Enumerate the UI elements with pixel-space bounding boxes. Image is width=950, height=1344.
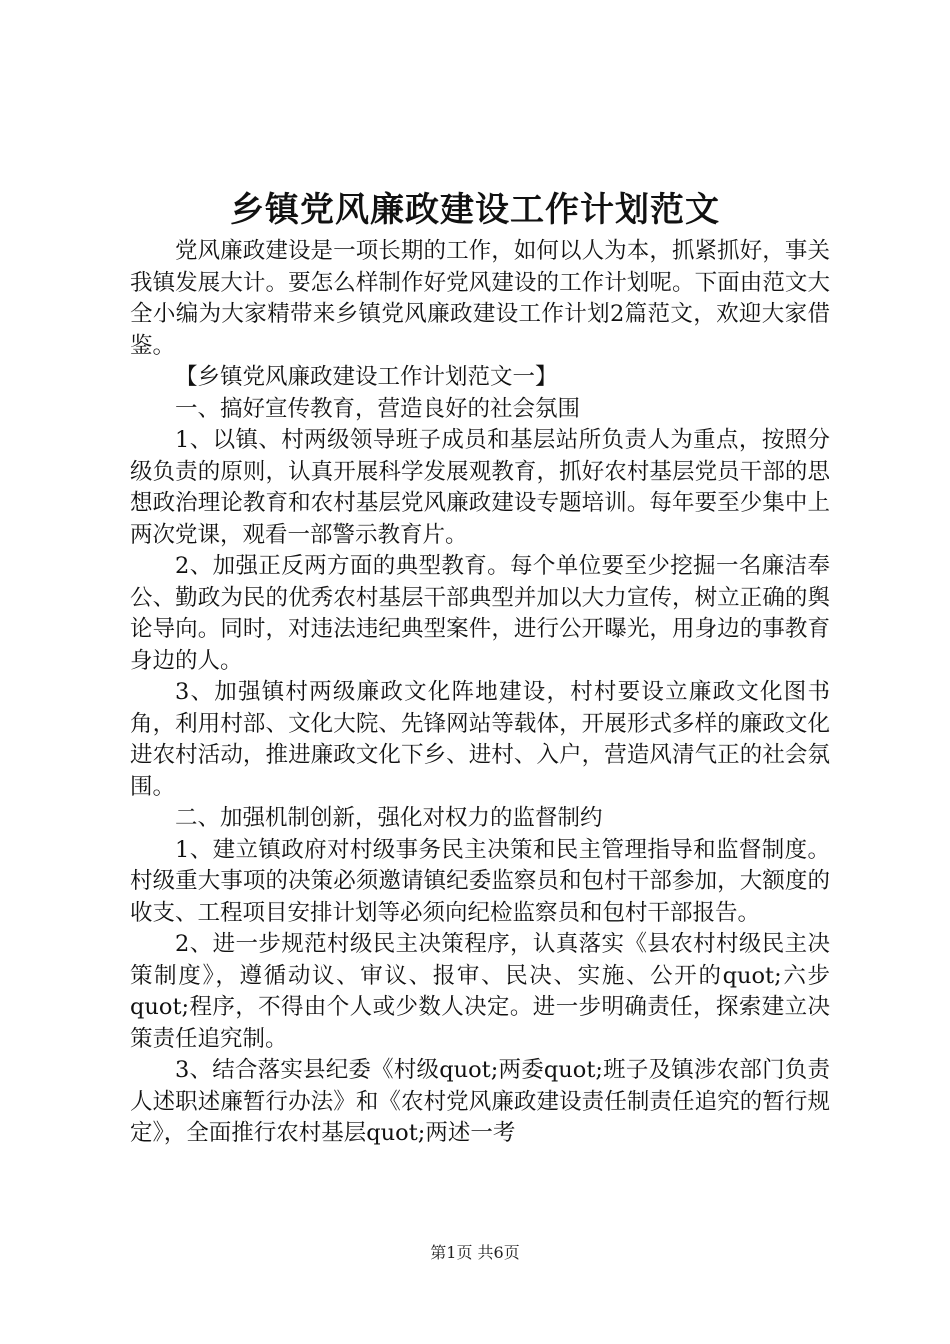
section-heading-sample-one: 【乡镇党风廉政建设工作计划范文一】: [175, 364, 558, 390]
paragraph-2-3: 3、结合落实县纪委《村级quot;两委quot;班子及镇涉农部门负责人述职述廉暂行办法》和《农村党风廉政建设责任制责任追究的暂行规定》，全面推行农村基层quot;两述一考: [130, 1057, 830, 1146]
paragraph-2-1: 1、建立镇政府对村级事务民主决策和民主管理指导和监督制度。村级重大事项的决策必须邀请镇纪委监察员和包村干部参加，大额度的收支、工程项目安排计划等必须向纪检监察员和包村干部报告。: [130, 836, 830, 926]
section-heading-2: 二、加强机制创新，强化对权力的监督制约: [175, 805, 603, 831]
paragraph-1-2: 2、加强正反两方面的典型教育。每个单位要至少挖掘一名廉洁奉公、勤政为民的优秀农村基层干部典型并加以大力宣传，树立正确的舆论导向。同时，对违法违纪典型案件，进行公开曝光，用身边的事教育身边的人。: [130, 553, 830, 674]
paragraph-1-1: 1、以镇、村两级领导班子成员和基层站所负责人为重点，按照分级负责的原则，认真开展科学发展观教育，抓好农村基层党员干部的思想政治理论教育和农村基层党风廉政建设专题培训。每年要至少集中上两次党课，观看一部警示教育片。: [130, 427, 830, 548]
section-heading-1: 一、搞好宣传教育，营造良好的社会氛围: [175, 395, 581, 422]
document-title: 乡镇党风廉政建设工作计划范文: [230, 190, 720, 230]
document-body: [130, 236, 830, 1150]
paragraph-1-3: 3、加强镇村两级廉政文化阵地建设，村村要设立廉政文化图书角，利用村部、文化大院、先锋网站等载体，开展形式多样的廉政文化进农村活动，推进廉政文化下乡、进村、入户，营造风清气正的社会氛围。: [130, 679, 830, 800]
page-number-footer: 第1页 共6页: [430, 1243, 520, 1262]
paragraph-2-2: 2、进一步规范村级民主决策程序，认真落实《县农村村级民主决策制度》，遵循动议、审议、报审、民决、实施、公开的quot;六步quot;程序，不得由个人或少数人决定。进一步明确责任，探索建立决策责任追究制。: [130, 931, 830, 1052]
intro-paragraph: 党风廉政建设是一项长期的工作，如何以人为本，抓紧抓好，事关我镇发展大计。要怎么样制作好党风建设的工作计划呢。下面由范文大全小编为大家精带来乡镇党风廉政建设工作计划2篇范文，欢迎大家借鉴。: [130, 238, 830, 359]
